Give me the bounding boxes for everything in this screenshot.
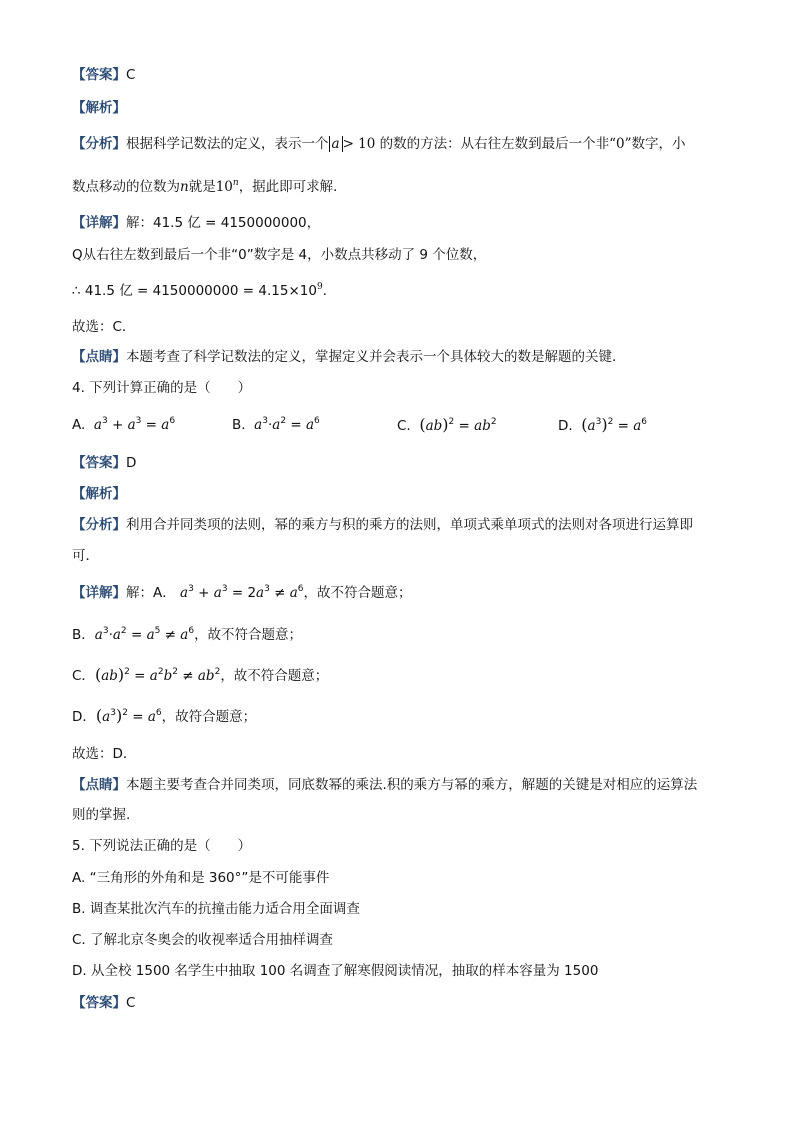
q4-xiangjie-b: B．$a^3\cdot a^2 = a^5 \ne a^6$，故不符合题意； [72, 626, 303, 643]
answer-label: 【答案】 [72, 67, 126, 83]
answer-value: C [126, 67, 136, 83]
q4-answer-line: 【答案】D [72, 455, 137, 471]
q4-choice: 故选：D． [72, 746, 137, 762]
q4-option-b: B. $a^3\cdot a^2 = a^6$ [232, 416, 320, 433]
q4-analysis-label: 【解析】 [72, 486, 126, 502]
q4-fenxi-line2: 可． [72, 548, 99, 564]
q3-fenxi-line2: 数点移动的位数为n就是10$^n$，据此即可求解． [72, 178, 347, 195]
q4-xiangjie-a: 【详解】解：A． $a^3 + a^3 = 2a^3 \ne a^6$，故不符合题意； [72, 584, 412, 601]
q5-option-d: D. 从全校 1500 名学生中抽取 100 名调查了解寒假阅读情况，抽取的样本容量为 1500 [72, 963, 599, 979]
q3-xiangjie-line2: Q从右往左数到最后一个非“0”数字是 4，小数点共移动了 9 个位数， [72, 247, 487, 263]
q5-option-c: C. 了解北京冬奥会的收视率适合用抽样调查 [72, 932, 334, 948]
q5-option-b: B. 调查某批次汽车的抗撞击能力适合用全面调查 [72, 901, 360, 917]
q3-xiangjie-line1: 【详解】解：41.5 亿 = 4150000000， [72, 215, 321, 231]
q3-choice: 故选：C． [72, 319, 136, 335]
q3-answer-line [72, 66, 722, 84]
q4-option-a: A. $a^3 + a^3 = a^6$ [72, 416, 176, 433]
q3-analysis-label: 【解析】 [72, 100, 126, 116]
q5-option-a: A. “三角形的外角和是 360°”是不可能事件 [72, 870, 330, 886]
q5-stem: 5. 下列说法正确的是（ ） [72, 838, 252, 854]
q4-xiangjie-d: D．$(a^3)^2 = a^6$，故符合题意； [72, 706, 257, 725]
q4-xiangjie-c: C．$(ab)^2 = a^2b^2 \ne ab^2$，故不符合题意； [72, 665, 329, 684]
q3-xiangjie-line3: ∴ 41.5 亿 = $4150000000 = 4.15\times 10^9$． [72, 282, 337, 299]
q4-dianjing-line1: 【点睛】本题主要考查合并同类项，同底数幂的乘法.积的乘方与幂的乘方，解题的关键是对相应的运算法 [72, 777, 698, 793]
q3-fenxi-line1: 【分析】根据科学记数法的定义，表示一个 a > 10 的数的方法：从右往左数到最后一个非“0”数字，小 [72, 136, 686, 152]
q4-dianjing-line2: 则的掌握. [72, 807, 131, 823]
q3-dianjing: 【点睛】本题考查了科学记数法的定义，掌握定义并会表示一个具体较大的数是解题的关键． [72, 349, 626, 365]
q4-option-d: D. $(a^3)^2 = a^6$ [558, 415, 648, 434]
q4-fenxi-line1: 【分析】利用合并同类项的法则，幂的乘方与积的乘方的法则，单项式乘单项式的法则对各项进行运算即 [72, 517, 693, 533]
q4-stem: 4. 下列计算正确的是（ ） [72, 380, 252, 396]
q4-option-c: C. $(ab)^2 = ab^2$ [397, 415, 497, 434]
q5-answer-line: 【答案】C [72, 995, 136, 1011]
q4-options [72, 416, 722, 438]
